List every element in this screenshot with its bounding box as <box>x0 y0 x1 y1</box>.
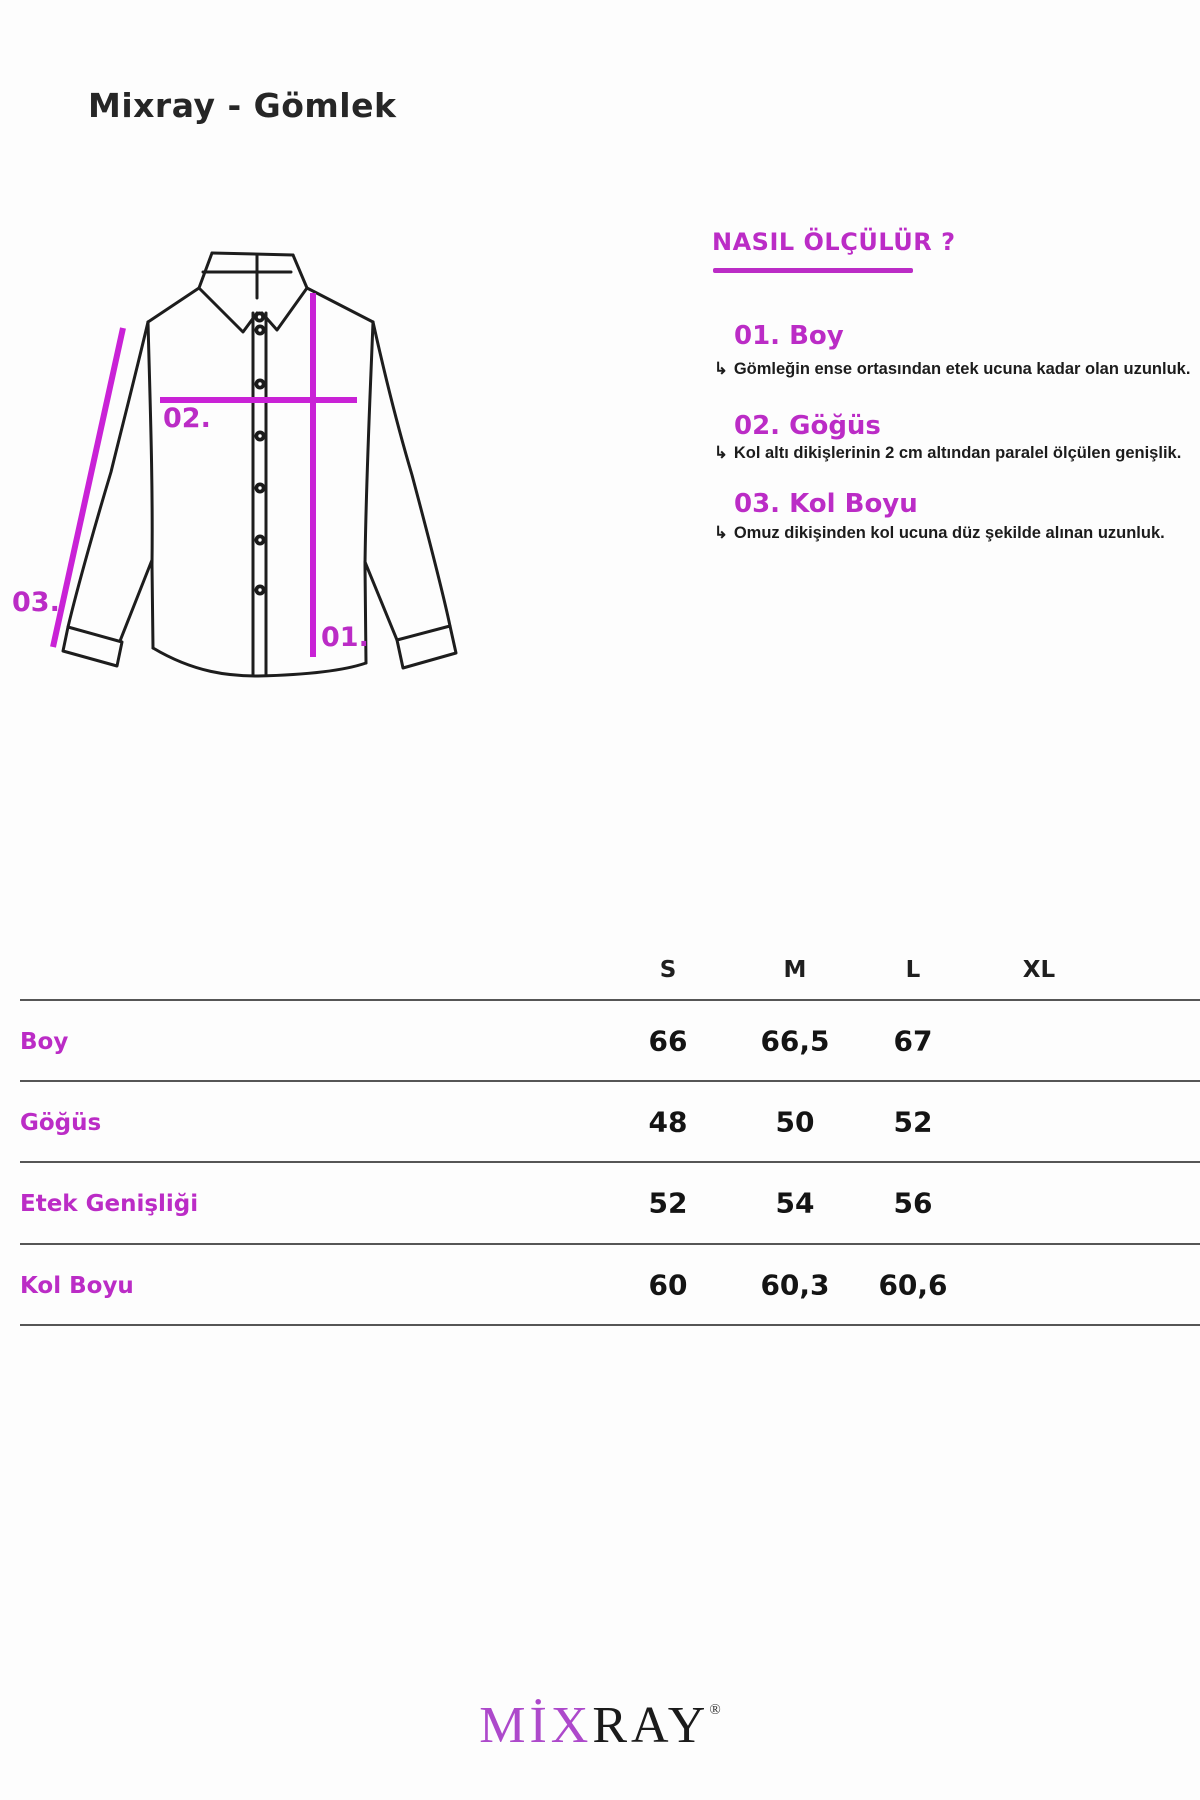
cell-value: 60,6 <box>878 1268 948 1301</box>
column-header-l: L <box>905 956 921 983</box>
row-label: Etek Genişliği <box>20 1191 199 1218</box>
cell-value: 52 <box>648 1186 688 1220</box>
cell-value: 56 <box>893 1186 933 1220</box>
how-to-measure-section <box>712 228 1200 558</box>
howto-item-title-boy: 01. Boy <box>734 321 844 351</box>
left-body-seam <box>148 322 153 648</box>
size-table-header <box>20 940 1200 999</box>
measure-label-length: 01. <box>321 622 369 653</box>
left-cuff <box>63 627 122 666</box>
page-title: Mixray - Gömlek <box>88 86 397 125</box>
row-label: Göğüs <box>20 1109 102 1136</box>
cell-value: 66,5 <box>760 1024 830 1057</box>
collar-left-flap <box>199 253 257 332</box>
logo-text-ray: RAY <box>592 1697 710 1754</box>
howto-item-desc-boy <box>714 359 1190 379</box>
right-sleeve-inner <box>365 562 397 640</box>
return-arrow-icon: ↳ <box>714 444 728 462</box>
brand-logo <box>0 1697 1200 1754</box>
return-arrow-icon: ↳ <box>714 524 728 542</box>
table-row-kol-boyu <box>20 1243 1200 1324</box>
howto-item-title-gogus: 02. Göğüs <box>734 411 881 441</box>
table-row-boy <box>20 999 1200 1080</box>
howto-desc-text: Omuz dikişinden kol ucuna düz şekilde alınan uzunluk. <box>733 524 1165 542</box>
left-shoulder-seam <box>148 288 199 322</box>
table-row-gogus <box>20 1080 1200 1161</box>
measure-label-sleeve: 03. <box>12 587 60 618</box>
column-header-m: M <box>783 956 807 983</box>
right-cuff <box>397 626 456 668</box>
right-sleeve-outer <box>373 322 450 626</box>
measure-label-chest: 02. <box>163 403 211 434</box>
howto-desc-text: Gömleğin ense ortasından etek ucuna kadar olan uzunluk. <box>733 360 1191 378</box>
howto-heading: NASIL ÖLÇÜLÜR ? <box>712 228 956 256</box>
howto-item-desc-gogus <box>714 443 1181 463</box>
right-shoulder-seam <box>307 288 373 322</box>
button-holes <box>258 315 262 591</box>
cell-value: 60 <box>648 1268 688 1301</box>
howto-desc-text: Kol altı dikişlerinin 2 cm altından paralel ölçülen genişlik. <box>733 444 1182 462</box>
table-bottom-rule <box>20 1324 1200 1326</box>
collar-right-flap <box>262 255 307 330</box>
measurement-lines <box>53 293 357 657</box>
cell-value: 48 <box>648 1105 688 1138</box>
measure-line-sleeve-03 <box>53 328 123 647</box>
cell-value: 52 <box>893 1105 933 1138</box>
cell-value: 67 <box>893 1024 933 1057</box>
left-sleeve-outer <box>68 322 148 627</box>
shirt-diagram <box>0 220 480 690</box>
logo-text-mix: MİX <box>479 1697 593 1754</box>
howto-item-desc-kol-boyu <box>714 523 1165 543</box>
row-label: Kol Boyu <box>20 1272 134 1299</box>
column-header-xl: XL <box>1022 956 1056 983</box>
cell-value: 66 <box>648 1024 688 1057</box>
cell-value: 50 <box>775 1105 815 1138</box>
howto-heading-underline <box>713 268 913 273</box>
shirt-illustration-svg <box>0 220 480 690</box>
cell-value: 54 <box>775 1186 815 1220</box>
table-row-etek-genisligi <box>20 1161 1200 1243</box>
row-label: Boy <box>20 1028 69 1055</box>
collar-top-line <box>212 253 293 255</box>
howto-item-title-kol-boyu: 03. Kol Boyu <box>734 489 918 519</box>
registered-trademark-icon: ® <box>709 1702 721 1718</box>
left-sleeve-inner <box>120 560 152 641</box>
column-header-s: S <box>659 956 677 983</box>
button-row <box>254 312 266 596</box>
right-body-seam <box>365 322 373 663</box>
size-table <box>20 940 1200 1326</box>
cell-value: 60,3 <box>760 1268 830 1301</box>
return-arrow-icon: ↳ <box>714 360 728 378</box>
